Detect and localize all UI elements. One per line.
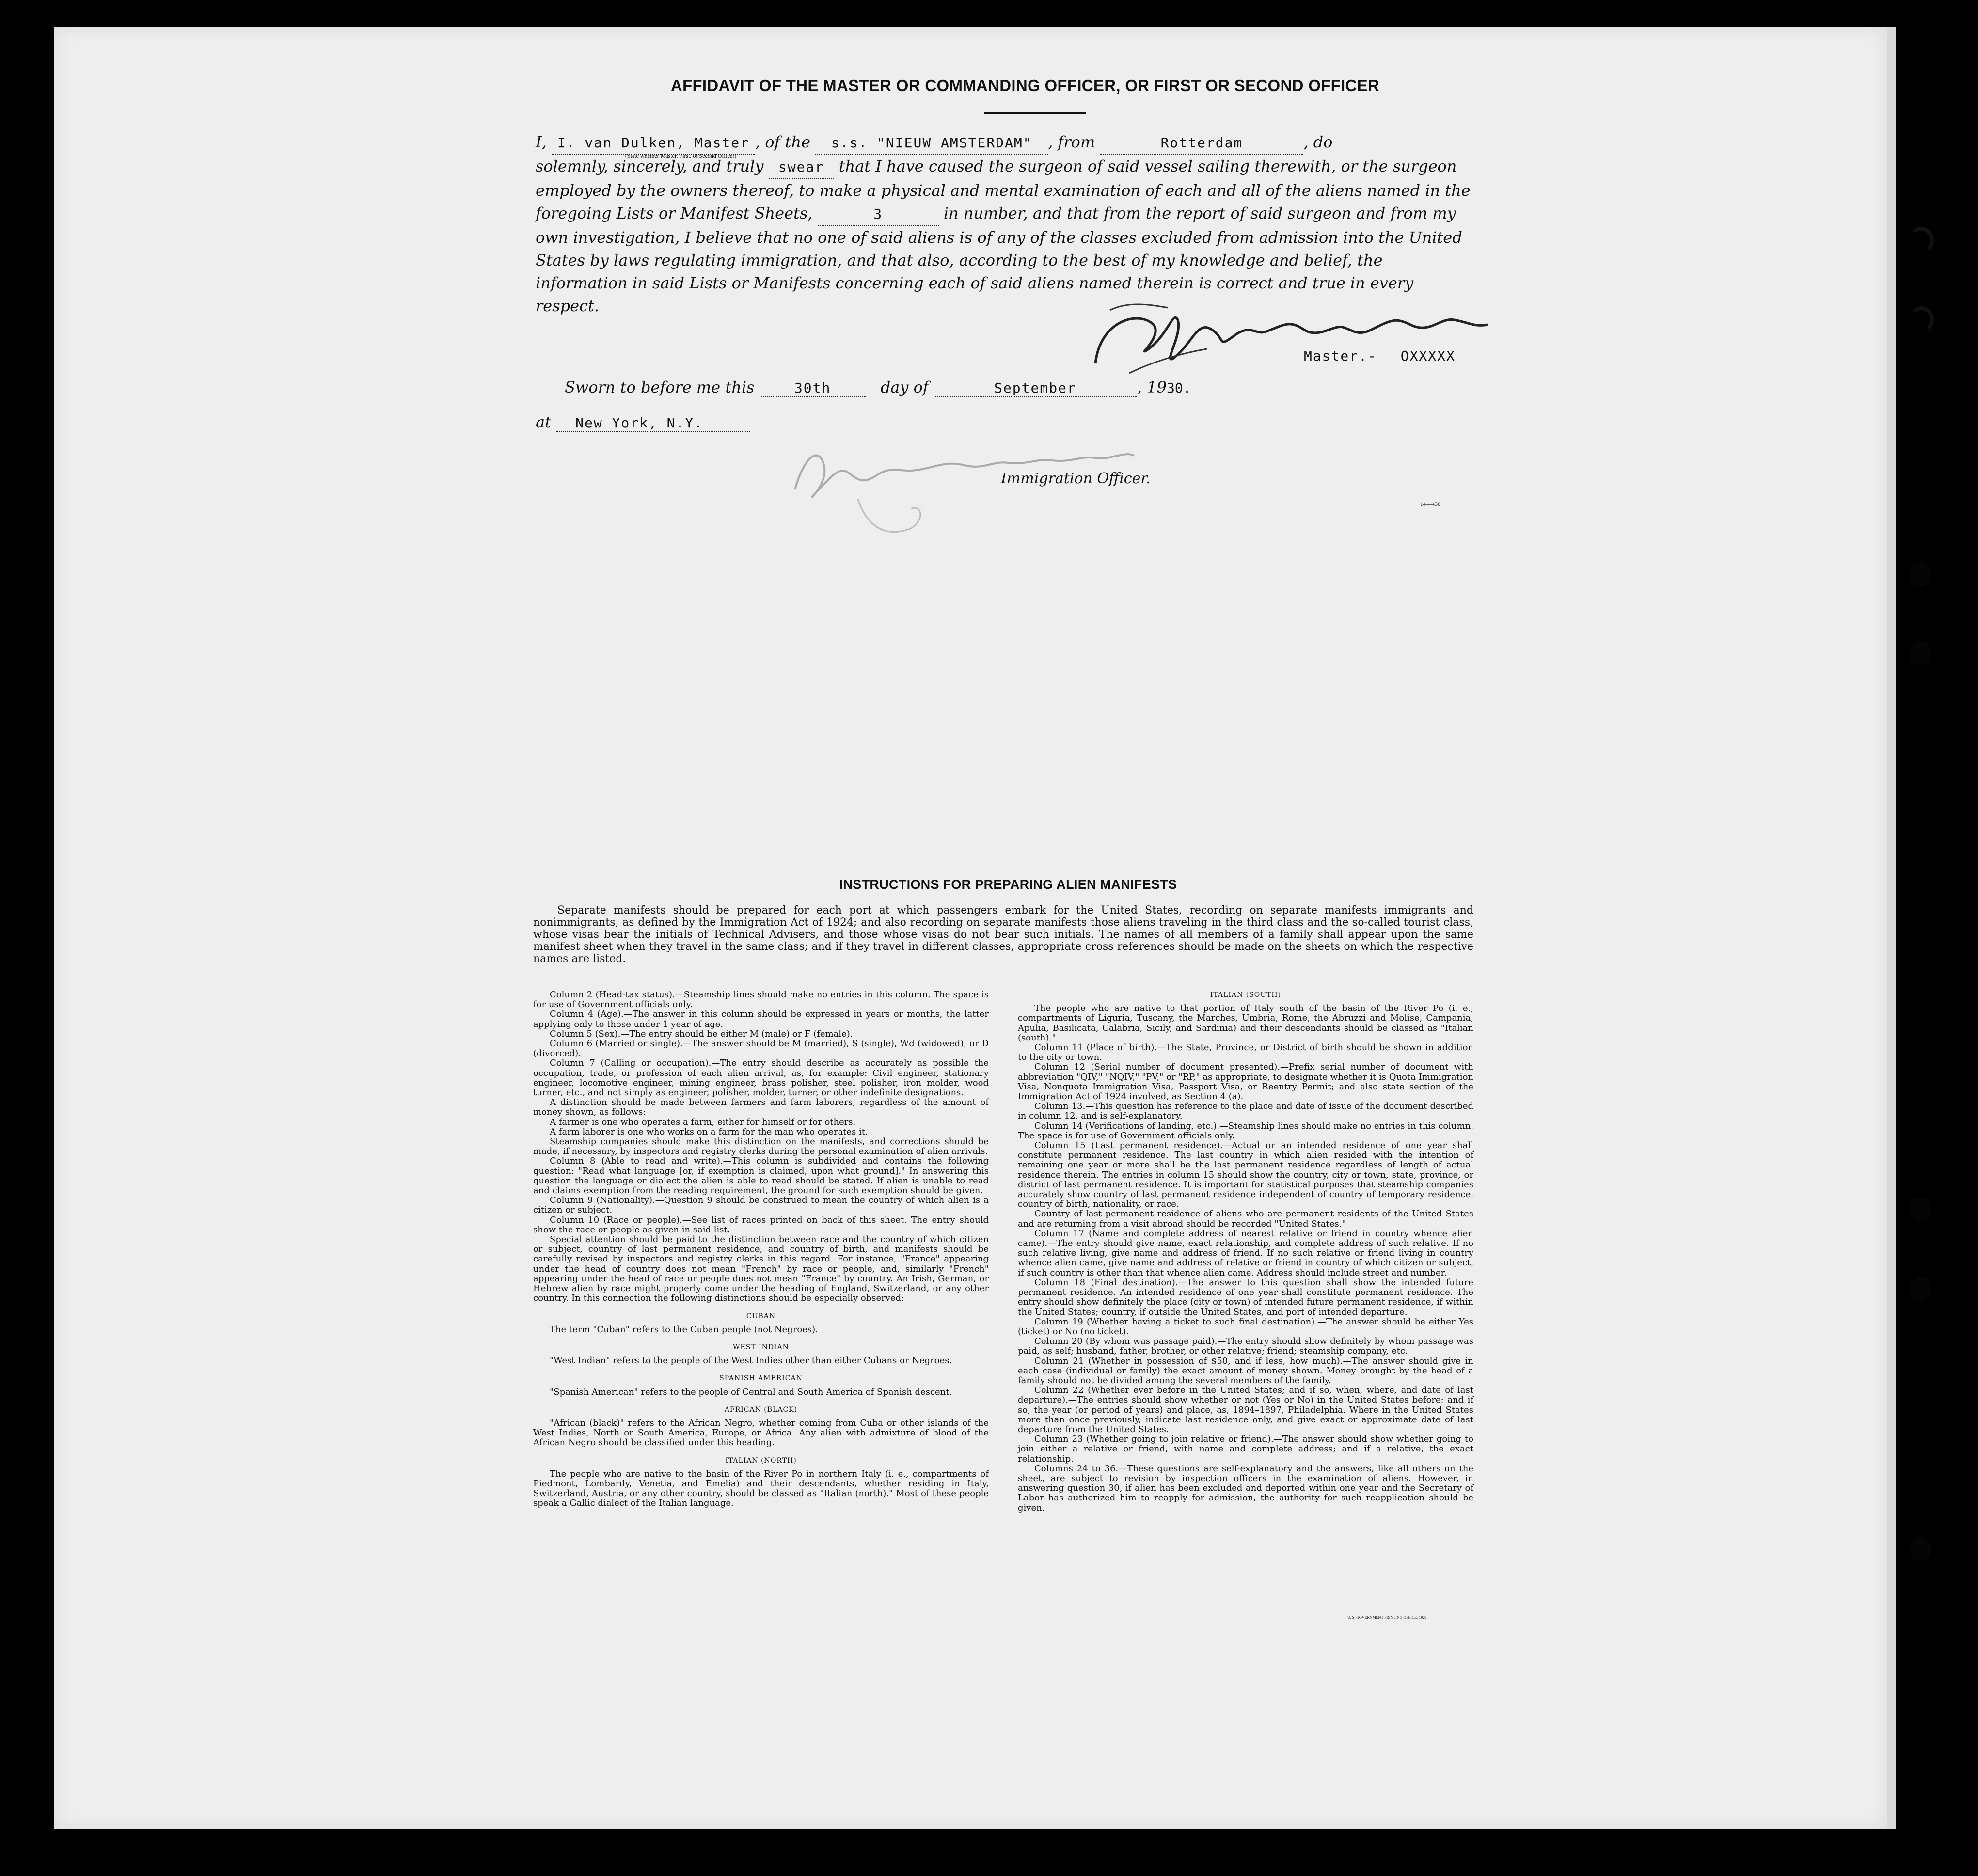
- instruction-paragraph: Column 4 (Age).—The answer in this column should be expressed in years or months, the latter applying only to those under 1 year of age.: [533, 1009, 989, 1029]
- affidavit-text: solemnly, sincerely, and truly: [536, 157, 764, 175]
- instructions-intro: Separate manifests should be prepared for each port at which passengers embark for the United States, recording on separate manifests immigrants and nonimmigrants, as defined by the Immigration Act of 1924; and also recording on separate manifests those aliens traveling in the third class and the so-called tourist class, whose visas bear the initials of Technical Advisers, and those whose visas do not bear such initials. The names of all members of a family shall appear upon the same manifest sheet when they travel in the same class; and if they travel in different classes, appropriate cross references should be made on the sheets on which the respective names are listed.: [533, 904, 1473, 965]
- instruction-paragraph: "African (black)" refers to the African Negro, whether coming from Cuba or other islands of the West Indies, North or South America, Europe, or Africa. Any alien with admixture of blood of the African Negro should be classified under this heading.: [533, 1418, 989, 1448]
- officer-value: I. van Dulken, Master: [557, 135, 749, 151]
- port-value: Rotterdam: [1160, 135, 1243, 151]
- instruction-paragraph: Column 7 (Calling or occupation).—The entry should describe as accurately as possible the occupation, trade, or profession of each alien arrival, as, for example: Civil engineer, stationary engineer, locomotive engineer, mining engineer, brass polisher, steel polisher, iron molder, wood turner, etc., and not simply as engineer, polisher, molder, turner, or other indefinite designations.: [533, 1058, 989, 1098]
- affidavit-title: AFFIDAVIT OF THE MASTER OR COMMANDING OFFICER, OR FIRST OR SECOND OFFICER: [670, 77, 1380, 95]
- month-field: [934, 378, 1137, 397]
- place-field: [556, 413, 750, 432]
- instruction-paragraph: Column 13.—This question has reference to the place and date of issue of the document described in column 12, and is self-explanatory.: [1018, 1101, 1473, 1121]
- instruction-paragraph: Column 14 (Verifications of landing, etc.).—Steamship lines should make no entries in this column. The space is for use of Government officials only.: [1018, 1120, 1473, 1141]
- sheets-field: [818, 202, 939, 226]
- affidavit-text: , from: [1048, 133, 1095, 151]
- master-title-text: Master.-: [1304, 348, 1377, 364]
- instruction-paragraph: Column 9 (Nationality).—Question 9 should be construed to mean the country of which alien is a citizen or subject.: [533, 1195, 989, 1215]
- vessel-value: s.s. "NIEUW AMSTERDAM": [831, 135, 1032, 151]
- at-label: at: [536, 413, 551, 431]
- instruction-paragraph: Column 22 (Whether ever before in the United States; and if so, when, where, and date of last departure).—The entries should show whether or not (Yes or No) in the United States before; and if so, the year (or period of years) and place, as, 1894–1897, Philadelphia. Where in the United States more than once previously, indicate last residence only, and give exact or approximate date of last departure from the United States.: [1018, 1385, 1473, 1435]
- section-heading-spanish-american: SPANISH AMERICAN: [719, 1374, 803, 1383]
- sworn-text: Sworn to before me this: [565, 378, 755, 396]
- master-suffix-text: OXXXXX: [1400, 348, 1456, 364]
- instructions-left-column: [533, 990, 989, 1509]
- instruction-paragraph: A farm laborer is one who works on a farm for the man who operates it.: [550, 1126, 868, 1137]
- instruction-paragraph: Column 17 (Name and complete address of nearest relative or friend in country whence alien came).—The entry should give name, exact relationship, and complete address of such relative. If no such relative living, give name and address of friend. If no such relative or friend living in country whence alien came, give name and address of relative or friend in country of which citizen or subject, if such country is other than that whence alien came. Address should include street and number.: [1018, 1228, 1473, 1278]
- oath-field: [769, 155, 834, 179]
- master-signature: [1081, 291, 1517, 378]
- instruction-paragraph: Country of last permanent residence of aliens who are permanent residents of the United States and are returning from a visit abroad should be recorded "United States.": [1018, 1209, 1473, 1229]
- punch-hole-1: [1910, 561, 1931, 586]
- instruction-paragraph: A distinction should be made between farmers and farm laborers, regardless of the amount of money shown, as follows:: [533, 1097, 989, 1118]
- sworn-text: day of: [880, 378, 929, 396]
- instruction-paragraph: Column 6 (Married or single).—The answer should be M (married), S (single), Wd (widowed), or D (divorced).: [533, 1039, 989, 1059]
- place-value: New York, N.Y.: [575, 415, 704, 431]
- sheets-value: 3: [873, 206, 883, 222]
- instruction-paragraph: Column 21 (Whether in possession of $50, and if less, how much).—The answer should give in each case (individual or family) the exact amount of money shown. Money brought by the head of a family should not be divided among the several members of the family.: [1018, 1356, 1473, 1386]
- instruction-paragraph: Column 20 (By whom was passage paid).—The entry should show definitely by whom passage was paid, as self; husband, father, brother, or other relative; friend; steamship company, etc.: [1018, 1336, 1473, 1356]
- affidavit-text: that I have caused the surgeon of said vessel sailing therewith, or the surgeon employed by the owners thereof, to make a physical and mental examination of each and all of the aliens named in the foregoing Lists or Manifest Sheets,: [536, 157, 1471, 222]
- instruction-paragraph: The people who are native to the basin of the River Po in northern Italy (i. e., compartments of Piedmont, Lombardy, Venetia, and Emelia) and their descendants, whether residing in Italy, Switzerland, Austria, or any other country, should be classed as "Italian (north)." Most of these people speak a Gallic dialect of the Italian language.: [533, 1468, 989, 1509]
- day-field: [760, 378, 866, 397]
- instruction-paragraph: A farmer is one who operates a farm, either for himself or for others.: [550, 1117, 856, 1127]
- at-line: [536, 413, 750, 432]
- section-heading-cuban: CUBAN: [746, 1312, 776, 1320]
- officer-field: [552, 131, 755, 155]
- sworn-text: , 19: [1137, 378, 1167, 396]
- month-value: September: [994, 380, 1076, 396]
- instruction-paragraph: Column 18 (Final destination).—The answer to this question shall show the intended future permanent residence. An intended residence of one year shall constitute permanent residence. The entry should show definitely the place (city or town) of intended future permanent residence, if within the United States; country, if outside the United States, and port of intended departure.: [1018, 1277, 1473, 1317]
- punch-hole-3: [1910, 1197, 1931, 1222]
- instruction-paragraph: Columns 24 to 36.—These questions are self-explanatory and the answers, like all others on the sheet, are subject to revision by inspection officers in the examination of aliens. However, in answering question 30, if alien has been excluded and deported within one year and the Secretary of Labor has authorized him to reapply for admission, the authority for such reapplication should be given.: [1018, 1463, 1473, 1513]
- affidavit-text: in number, and that from the report of said surgeon and from my own investigation, I believe that no one of said aliens is of any of the classes excluded from admission into the United States by laws regulating immigration, and that also, according to the best of my knowledge and belief, the information in said Lists or Manifests concerning each of said aliens named therein is correct and true in every respect.: [536, 204, 1462, 315]
- instruction-paragraph: "Spanish American" refers to the people of Central and South America of Spanish descent.: [550, 1387, 952, 1397]
- section-heading-italian-south: ITALIAN (SOUTH): [1210, 991, 1282, 999]
- binder-notch-1: [1909, 227, 1934, 254]
- instruction-paragraph: Steamship companies should make this distinction on the manifests, and corrections should be made, if necessary, by inspectors and registry clerks during the personal examination of alien arrivals.: [533, 1136, 989, 1157]
- port-field: [1100, 131, 1303, 155]
- instruction-paragraph: Column 2 (Head-tax status).—Steamship lines should make no entries in this column. The space is for use of Government officials only.: [533, 990, 989, 1010]
- instruction-paragraph: Special attention should be paid to the distinction between race and the country of which citizen or subject, country of last permanent residence, and country of birth, and manifests should be carefully revised by inspectors and registry clerks in this regard. For instance, "France" appearing under the head of country does not mean "French" by race or people, and, similarly "French" appearing under the head of race or people does not mean "France" by country. An Irish, German, or Hebrew alien by race might properly come under the heading of England, Switzerland, or any other country. In this connection the following distinctions should be especially observed:: [533, 1234, 989, 1304]
- instruction-paragraph: Column 12 (Serial number of document presented).—Prefix serial number of document with abbreviation "QIV," "NQIV," "PV," or "RP," as appropriate, to designate whether it is Quota Immigration Visa, Nonquota Immigration Visa, Passport Visa, or Reentry Permit; and also state section of the Immigration Act of 1924 involved, as Section 4 (a).: [1018, 1062, 1473, 1102]
- master-title: [1304, 348, 1456, 364]
- punch-hole-4: [1910, 1277, 1931, 1302]
- affidavit-text: , do: [1303, 133, 1333, 151]
- vessel-field: [815, 131, 1048, 155]
- binder-notch-2: [1909, 306, 1934, 333]
- printing-office-note: U. S. GOVERNMENT PRINTING OFFICE: 1929: [1347, 1615, 1427, 1620]
- instructions-right-column: [1018, 990, 1473, 1513]
- instruction-paragraph: The people who are native to that portion of Italy south of the basin of the River Po (i. e., compartments of Liguria, Tuscany, the Marches, Umbria, Rome, the Abruzzi and Molise, Campania, Apulia, Basilicata, Calabria, Sicily, and Sardinia) and their descendants should be classed as "Italian (south).": [1018, 1003, 1473, 1043]
- instruction-paragraph: Column 15 (Last permanent residence).—Actual or an intended residence of one year shall constitute permanent residence. The last country in which alien resided with the intention of remaining one year or more shall be the last permanent residence regardless of length of actual residence therein. The entries in column 15 should show the country, city or town, state, province, or district of last permanent residence. It is important for statistical purposes that steamship companies accurately show country of last permanent residence independent of country of temporary residence, country of birth, nationality, or race.: [1018, 1140, 1473, 1210]
- instruction-paragraph: Column 10 (Race or people).—See list of races printed on back of this sheet. The entry should show the race or people as given in said list.: [533, 1214, 989, 1235]
- state-note: (State whether Master, First, or Second Officer): [625, 152, 737, 159]
- instruction-paragraph: The term "Cuban" refers to the Cuban people (not Negroes).: [550, 1324, 818, 1335]
- instruction-paragraph: "West Indian" refers to the people of the West Indies other than either Cubans or Negroes.: [550, 1356, 952, 1366]
- instruction-paragraph: Column 11 (Place of birth).—The State, Province, or District of birth should be shown in addition to the city or town.: [1018, 1042, 1473, 1063]
- oath-value: swear: [778, 159, 824, 175]
- punch-hole-2: [1910, 641, 1931, 666]
- section-heading-african: AFRICAN (BLACK): [724, 1405, 798, 1414]
- sworn-line: [565, 378, 1191, 397]
- instruction-paragraph: Column 5 (Sex).—The entry should be either M (male) or F (female).: [550, 1028, 853, 1039]
- form-number: 14—430: [1420, 501, 1440, 507]
- affidavit-text: , of the: [755, 133, 811, 151]
- instruction-paragraph: Column 19 (Whether having a ticket to such final destination).—The answer should be either Yes (ticket) or No (no ticket).: [1018, 1316, 1473, 1337]
- year-value: 30.: [1166, 380, 1191, 396]
- day-value: 30th: [794, 380, 831, 396]
- section-heading-italian-north: ITALIAN (NORTH): [725, 1456, 797, 1465]
- instructions-title: INSTRUCTIONS FOR PREPARING ALIEN MANIFESTS: [839, 877, 1177, 892]
- punch-hole-5: [1910, 1536, 1931, 1561]
- section-heading-west-indian: WEST INDIAN: [733, 1343, 789, 1351]
- title-rule: [984, 112, 1086, 114]
- instruction-paragraph: Column 8 (Able to read and write).—This column is subdivided and contains the following question: "Read what language [or, if exemption is claimed, upon what ground]." In answering this question the language or dialect the alien is able to read should be stated. If alien is unable to read and claims exemption from the reading requirement, the ground for such exemption should be given.: [533, 1156, 989, 1196]
- immigration-officer-label: Immigration Officer.: [1001, 470, 1151, 487]
- affidavit-text: I,: [536, 133, 547, 151]
- instruction-paragraph: Column 23 (Whether going to join relative or friend).—The answer should show whether going to join either a relative or friend, with name and complete address; and if a relative, the exact relationship.: [1018, 1434, 1473, 1464]
